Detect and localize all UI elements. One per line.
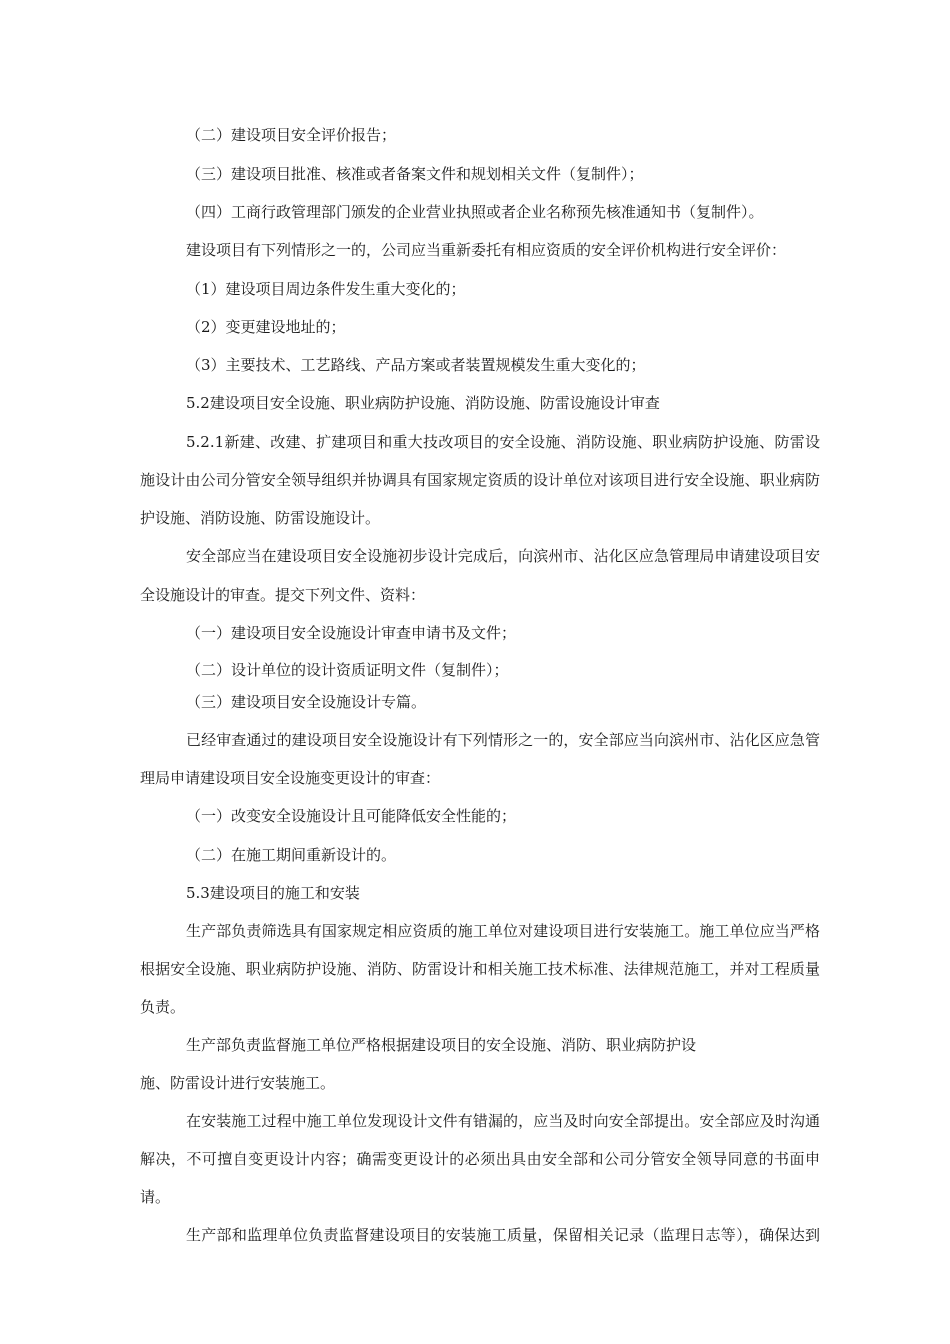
list-item-1: （1）建设项目周边条件发生重大变化的； (186, 280, 466, 298)
paragraph-review-line: 全设施设计的审查。提交下列文件、资料： (140, 586, 426, 604)
paragraph-design-error-line: 解决，不可擅自变更设计内容；确需变更设计的必须出具由安全部和公司分管安全领导同意的书面申 (140, 1150, 820, 1168)
list-item-2: （2）变更建设地址的； (186, 318, 346, 336)
paragraph-5-2-1-line: 5.2.1新建、改建、扩建项目和重大技改项目的安全设施、消防设施、职业病防护设施、防雷设 (186, 433, 820, 451)
paragraph-5-2-1-line: 护设施、消防设施、防雷设施设计。 (140, 509, 381, 527)
paragraph-review-line: 安全部应当在建设项目安全设施初步设计完成后，向滨州市、沾化区应急管理局申请建设项目安 (186, 547, 820, 565)
paragraph-construction-line: 根据安全设施、职业病防护设施、消防、防雷设计和相关施工技术标准、法律规范施工，并对工程质量 (140, 960, 820, 978)
list-item-2: （二）在施工期间重新设计的。 (186, 846, 397, 864)
section-heading-5-3: 5.3建设项目的施工和安装 (186, 884, 360, 902)
paragraph-supervision-line: 施、防雷设计进行安装施工。 (140, 1074, 336, 1092)
paragraph-design-error-line: 在安装施工过程中施工单位发现设计文件有错漏的，应当及时向安全部提出。安全部应及时沟通 (186, 1112, 820, 1130)
paragraph-reevaluation: 建设项目有下列情形之一的，公司应当重新委托有相应资质的安全评价机构进行安全评价： (186, 241, 787, 259)
paragraph-construction-line: 生产部负责筛选具有国家规定相应资质的施工单位对建设项目进行安装施工。施工单位应当严格 (186, 922, 820, 940)
list-item-3: （三）建设项目批准、核准或者备案文件和规划相关文件（复制件）； (186, 165, 644, 183)
list-item-1: （一）建设项目安全设施设计审查申请书及文件； (186, 624, 517, 642)
list-item-3: （三）建设项目安全设施设计专篇。 (186, 693, 427, 711)
paragraph-change-review-line: 已经审查通过的建设项目安全设施设计有下列情形之一的，安全部应当向滨州市、沾化区应急管 (186, 731, 820, 749)
paragraph-quality-line: 生产部和监理单位负责监督建设项目的安装施工质量，保留相关记录（监理日志等），确保达到 (186, 1226, 820, 1244)
paragraph-5-2-1-line: 施设计由公司分管安全领导组织并协调具有国家规定资质的设计单位对该项目进行安全设施、职业病防 (140, 471, 820, 489)
paragraph-change-review-line: 理局申请建设项目安全设施变更设计的审查： (140, 769, 441, 787)
list-item-1: （一）改变安全设施设计且可能降低安全性能的； (186, 807, 517, 825)
list-item-2: （二）建设项目安全评价报告； (186, 126, 397, 144)
list-item-3: （3）主要技术、工艺路线、产品方案或者装置规模发生重大变化的； (186, 356, 646, 374)
paragraph-construction-line: 负责。 (140, 998, 186, 1016)
paragraph-design-error-line: 请。 (140, 1188, 171, 1206)
paragraph-supervision-line: 生产部负责监督施工单位严格根据建设项目的安全设施、消防、职业病防护设 (186, 1036, 697, 1054)
section-heading-5-2: 5.2建设项目安全设施、职业病防护设施、消防设施、防雷设施设计审查 (186, 394, 660, 412)
list-item-4: （四）工商行政管理部门颁发的企业营业执照或者企业名称预先核准通知书（复制件）。 (186, 203, 764, 221)
list-item-2: （二）设计单位的设计资质证明文件（复制件）； (186, 661, 509, 679)
